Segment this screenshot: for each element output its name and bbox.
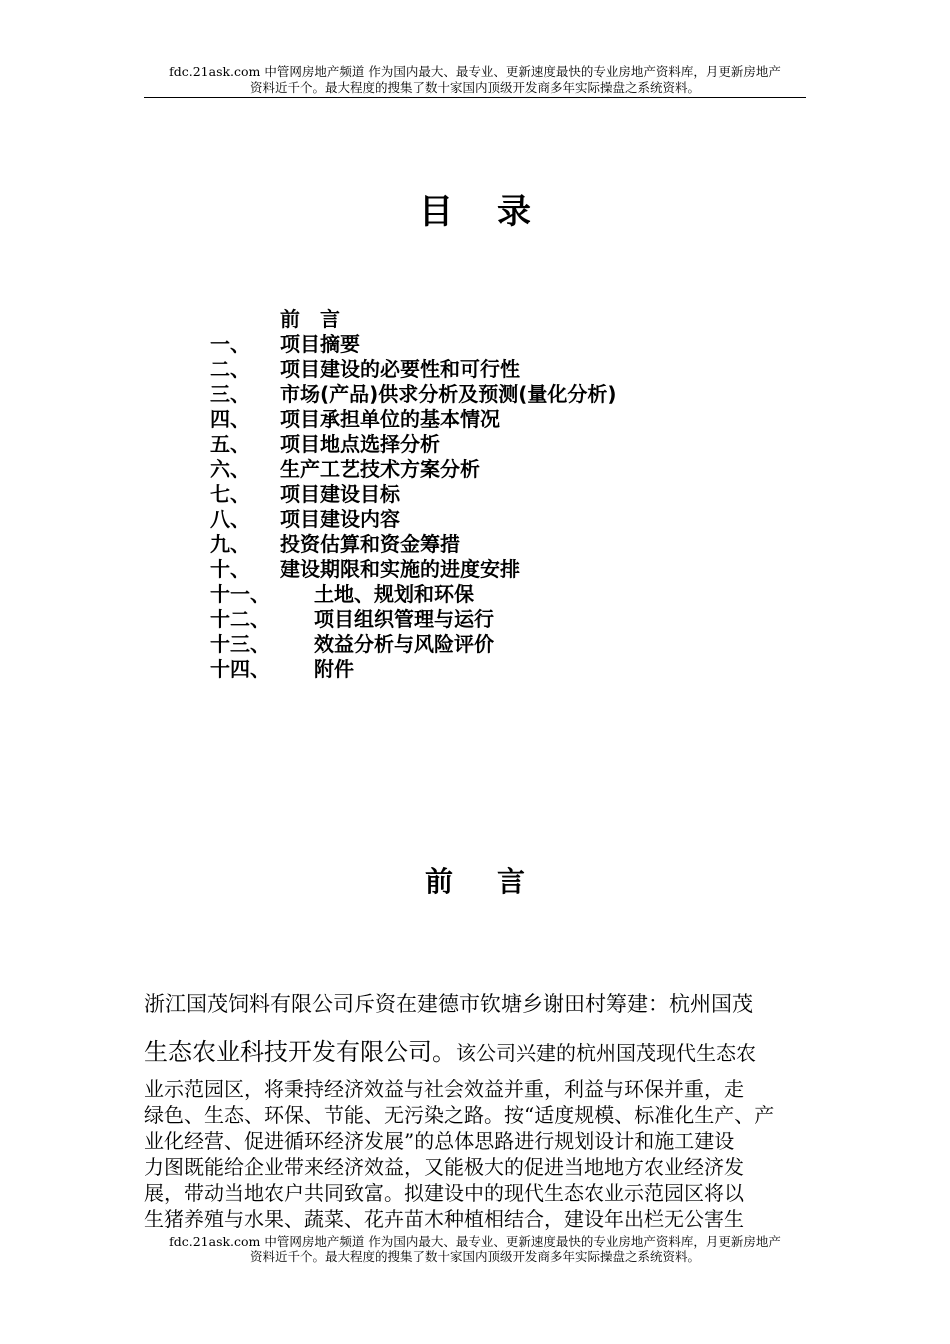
toc-item-text: 项目承担单位的基本情况 xyxy=(280,407,500,431)
toc-item-text: 项目地点选择分析 xyxy=(280,432,440,456)
page-header xyxy=(144,64,806,98)
preface-title: 前言 xyxy=(424,865,569,898)
paragraph-line: 生猪养殖与水果、蔬菜、花卉苗木种植相结合，建设年出栏无公害生 xyxy=(144,1207,744,1231)
toc-item-number: 十一、 xyxy=(210,582,270,606)
toc-item-number: 五、 xyxy=(210,432,250,456)
toc-item-number: 十四、 xyxy=(210,657,270,681)
toc-title: 目录 xyxy=(419,192,575,232)
toc-item-text: 投资估算和资金筹措 xyxy=(280,532,460,556)
toc-item-number: 八、 xyxy=(210,507,250,531)
paragraph-line: 力图既能给企业带来经济效益，又能极大的促进当地地方农业经济发 xyxy=(144,1155,744,1179)
toc-item-number: 六、 xyxy=(210,457,250,481)
toc-item-text: 项目建设目标 xyxy=(280,482,400,506)
toc-item-text: 项目组织管理与运行 xyxy=(314,607,494,631)
toc-item-text: 生产工艺技术方案分析 xyxy=(280,457,480,481)
toc-item-number: 四、 xyxy=(210,407,250,431)
paragraph-line: 业示范园区，将秉持经济效益与社会效益并重，利益与环保并重，走 xyxy=(144,1077,744,1101)
toc-item[interactable] xyxy=(210,582,730,607)
toc-item-number: 九、 xyxy=(210,532,250,556)
toc-item-text: 建设期限和实施的进度安排 xyxy=(280,557,520,581)
toc-item[interactable] xyxy=(210,607,730,632)
toc-item-number: 二、 xyxy=(210,357,250,381)
toc-item-text: 项目建设内容 xyxy=(280,507,400,531)
toc-item-number: 七、 xyxy=(210,482,250,506)
toc-item[interactable] xyxy=(210,432,730,457)
toc-item-text: 市场(产品)供求分析及预测(量化分析) xyxy=(280,382,617,406)
preface-line-2-rest: 该公司兴建的杭州国茂现代生态农 xyxy=(456,1041,756,1065)
preface-line-1: 浙江国茂饲料有限公司斥资在建德市钦塘乡谢田村筹建：杭州国茂 xyxy=(144,992,753,1016)
paragraph-line: 绿色、生态、环保、节能、无污染之路。按“适度规模、标准化生产、产 xyxy=(144,1103,775,1127)
header-line-1: fdc.21ask.com 中管网房地产频道 作为国内最大、最专业、更新速度最快的专业房地产资料库，月更新房地产 xyxy=(169,64,781,79)
toc-item[interactable] xyxy=(210,332,730,357)
toc-item-text: 项目建设的必要性和可行性 xyxy=(280,357,520,381)
toc-item-number: 十三、 xyxy=(210,632,270,656)
header-line-2: 资料近千个。最大程度的搜集了数十家国内顶级开发商多年实际操盘之系统资料。 xyxy=(249,80,700,95)
toc-item[interactable] xyxy=(210,532,730,557)
toc-item-number: 十二、 xyxy=(210,607,270,631)
toc-item[interactable] xyxy=(210,307,730,332)
toc-item[interactable] xyxy=(210,557,730,582)
toc-item-number: 一、 xyxy=(210,332,250,356)
toc-item[interactable] xyxy=(210,657,730,682)
toc-item-text: 附件 xyxy=(314,657,354,681)
footer-line-1: fdc.21ask.com 中管网房地产频道 作为国内最大、最专业、更新速度最快的专业房地产资料库，月更新房地产 xyxy=(169,1234,781,1249)
toc-item[interactable] xyxy=(210,357,730,382)
preface-line-2-company: 生态农业科技开发有限公司。 xyxy=(144,1038,456,1066)
table-of-contents xyxy=(210,307,730,682)
toc-item-text: 前言 xyxy=(280,307,360,331)
toc-item-text: 效益分析与风险评价 xyxy=(314,632,494,656)
page-footer xyxy=(144,1234,806,1264)
toc-item-number: 十、 xyxy=(210,557,250,581)
paragraph-line: 展，带动当地农户共同致富。拟建设中的现代生态农业示范园区将以 xyxy=(144,1181,744,1205)
toc-item[interactable] xyxy=(210,457,730,482)
toc-item-text: 项目摘要 xyxy=(280,332,360,356)
toc-item[interactable] xyxy=(210,507,730,532)
footer-line-2: 资料近千个。最大程度的搜集了数十家国内顶级开发商多年实际操盘之系统资料。 xyxy=(249,1249,700,1264)
paragraph-line: 业化经营、促进循环经济发展”的总体思路进行规划设计和施工建设 xyxy=(144,1129,735,1153)
preface-line-2 xyxy=(144,1040,806,1066)
toc-item-number: 三、 xyxy=(210,382,250,406)
toc-item[interactable] xyxy=(210,407,730,432)
toc-item-text: 土地、规划和环保 xyxy=(314,582,474,606)
toc-item[interactable] xyxy=(210,482,730,507)
toc-item[interactable] xyxy=(210,382,730,407)
preface-paragraph xyxy=(144,1076,806,1232)
toc-item[interactable] xyxy=(210,632,730,657)
